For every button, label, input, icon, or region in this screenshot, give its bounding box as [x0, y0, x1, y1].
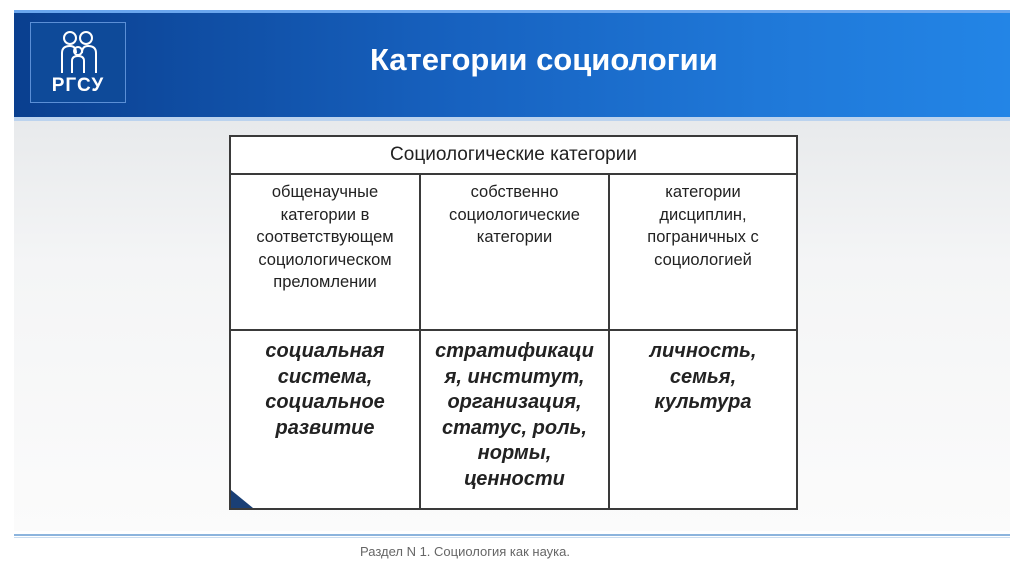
- examples-cell-sociological: стратификаци я, институт, организация, статус, роль, нормы, ценности: [435, 340, 594, 490]
- examples-cell-border: личность, семья, культура: [649, 340, 757, 413]
- footer-divider: [14, 534, 1010, 536]
- family-logo-icon: [57, 29, 101, 75]
- table-heading: Социологические категории: [231, 137, 796, 175]
- category-cell-border: категории дисциплин, пограничных с социологией: [647, 183, 759, 269]
- category-cell-general: общенаучные категории в соответствующем социологическом преломлении: [256, 183, 394, 291]
- categories-table: [229, 135, 798, 510]
- footer-text: Раздел N 1. Социология как наука.: [360, 544, 570, 559]
- corner-decoration: [231, 490, 253, 508]
- row-divider: [231, 329, 796, 331]
- footer-divider-thin: [14, 537, 1010, 538]
- logo-text: РГСУ: [51, 75, 105, 96]
- examples-cell-general: социальная система, социальное развитие: [265, 340, 385, 439]
- page-title: Категории социологии: [370, 42, 718, 77]
- category-cell-sociological: собственно социологические категории: [449, 183, 580, 246]
- university-logo: [30, 22, 126, 103]
